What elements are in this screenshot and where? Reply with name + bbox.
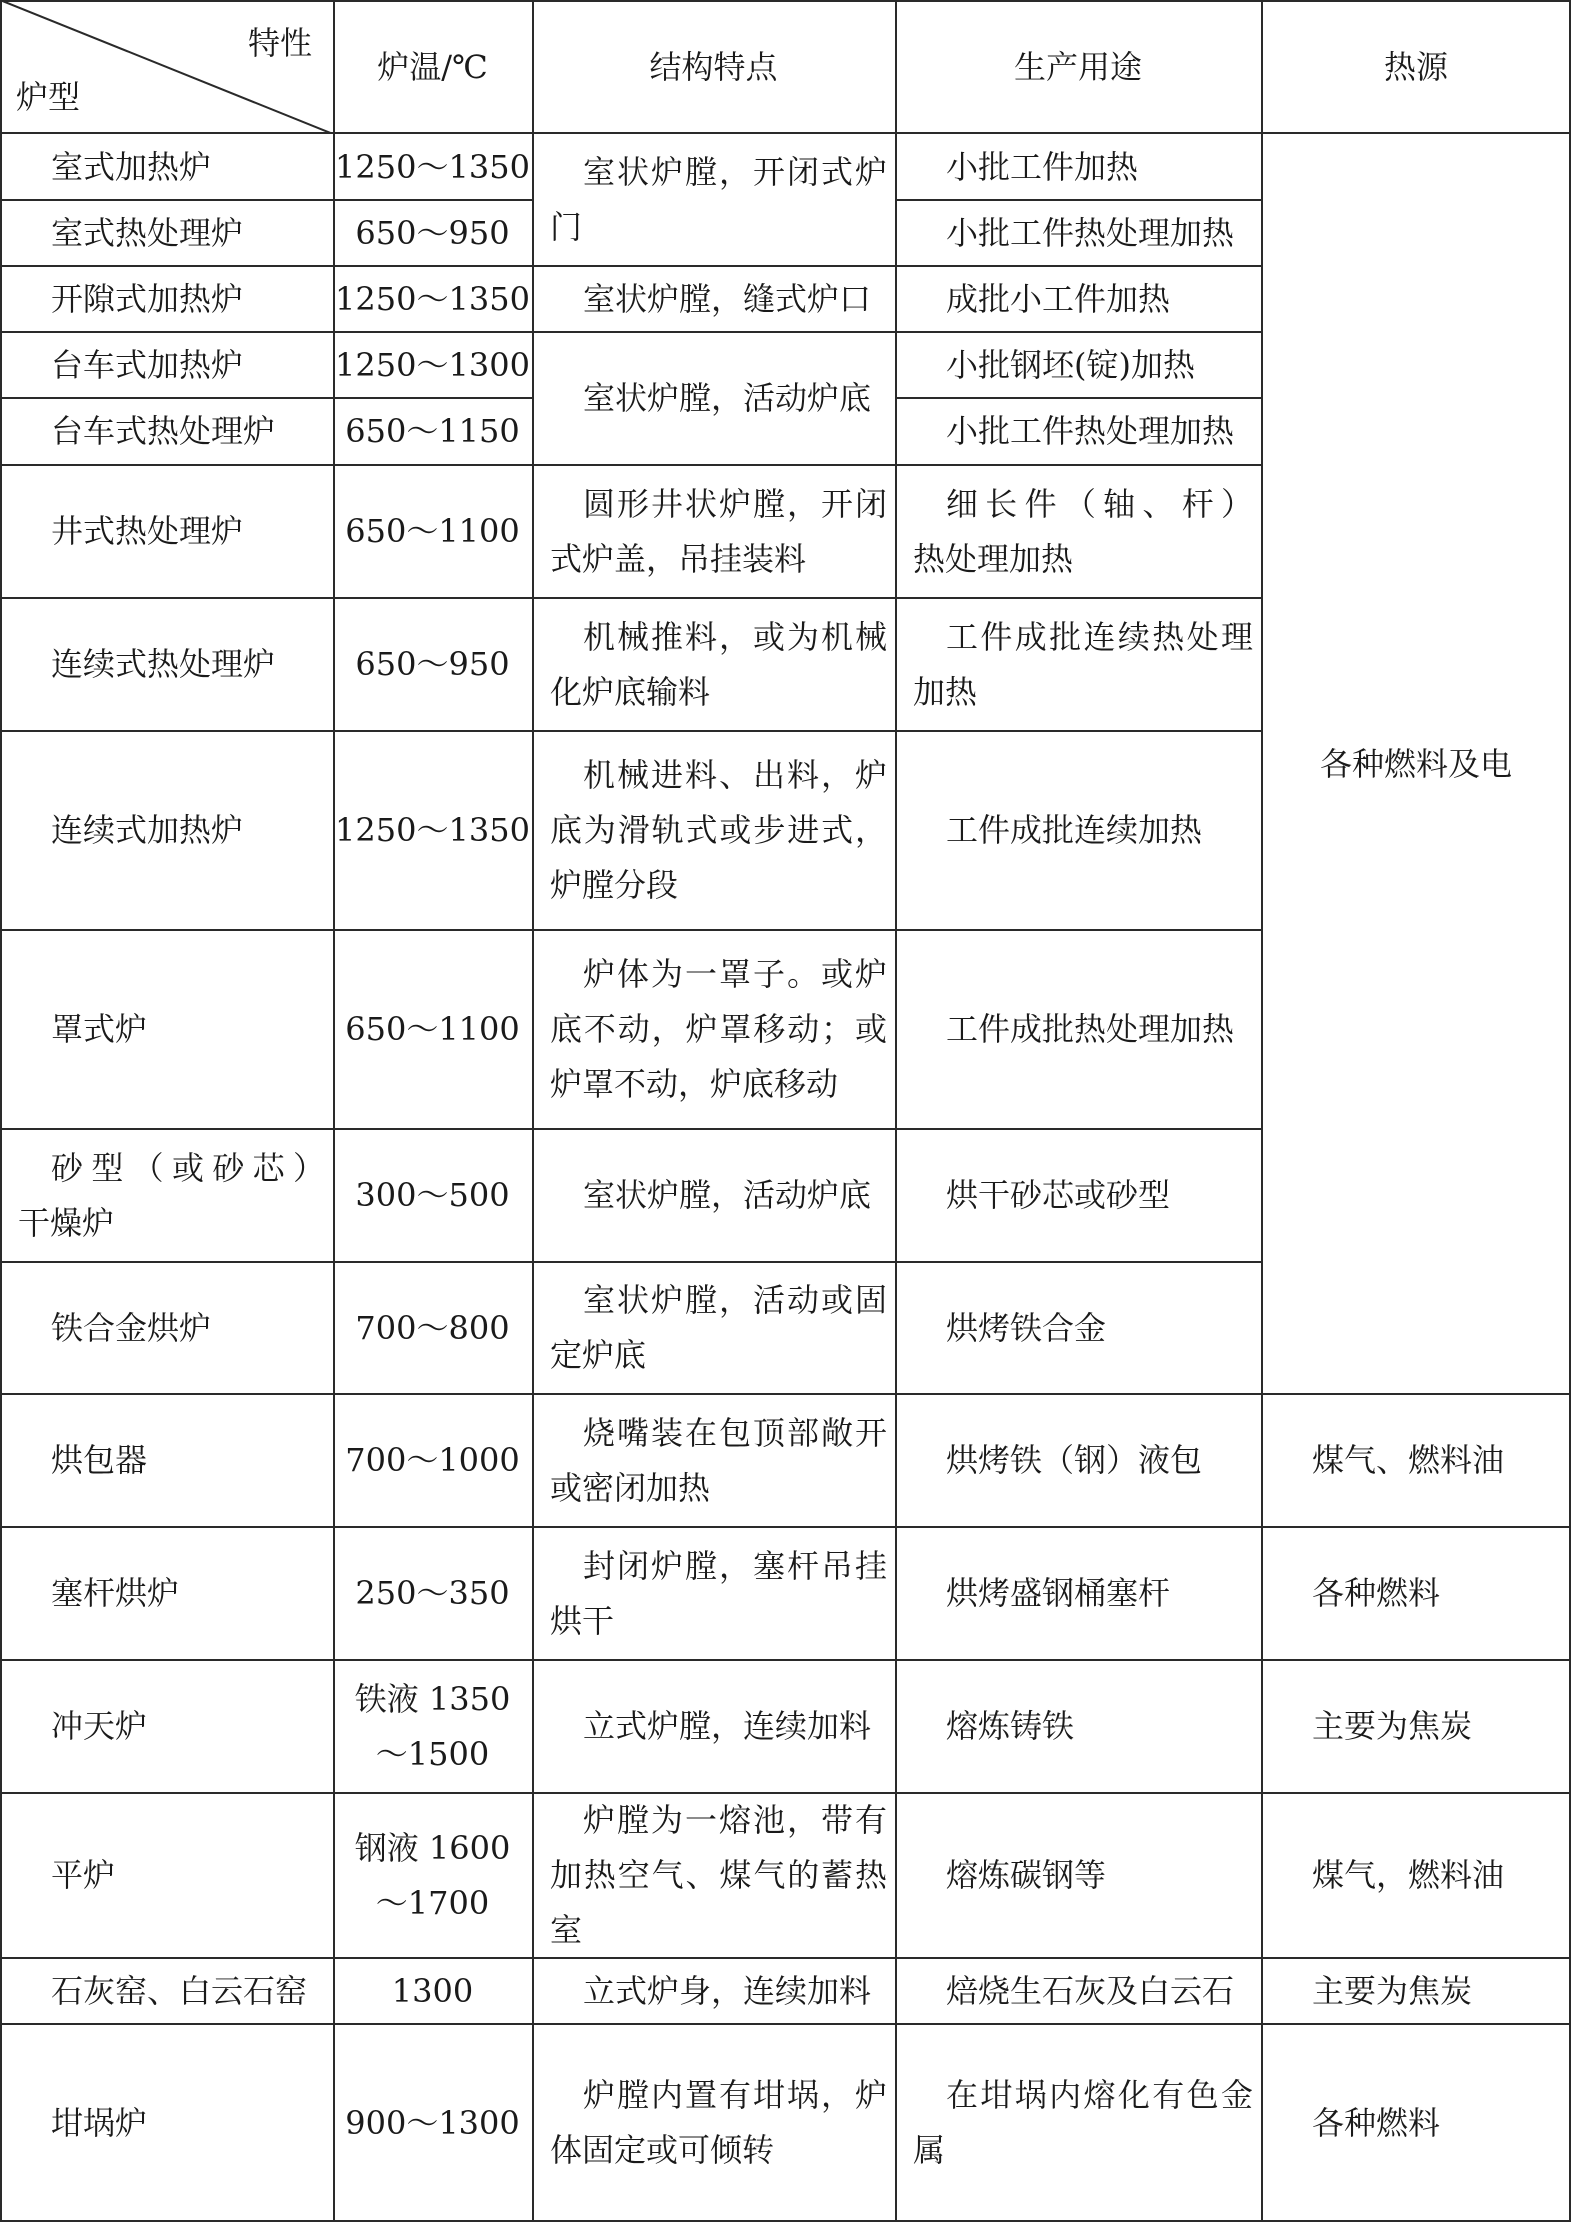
furnace-structure-line-1: 炉膛内置有坩埚，炉: [583, 2076, 887, 2114]
row-border: [895, 730, 1261, 732]
row-border: [895, 199, 1261, 201]
furnace-structure-line-1: 封闭炉膛，塞杆吊挂: [583, 1546, 887, 1585]
furnace-heat: 煤气、燃料油: [1312, 1441, 1505, 1479]
furnace-structure-line-2: 或密闭加热: [550, 1468, 711, 1507]
furnace-type: 台车式加热炉: [51, 345, 244, 384]
row-border: [895, 464, 1261, 466]
row-border: [532, 1261, 895, 1263]
header-heat: 热源: [1383, 47, 1448, 86]
furnace-heat: 各种燃料: [1312, 2103, 1441, 2142]
row-border: [333, 331, 532, 333]
furnace-temp: 1250～1350: [335, 147, 530, 186]
row-border: [0, 331, 333, 333]
row-border: [0, 1792, 333, 1794]
furnace-temp: 650～950: [355, 213, 510, 252]
row-border: [895, 397, 1261, 399]
furnace-usage: 工件成批连续加热: [946, 811, 1203, 849]
column-border-0: [0, 0, 2, 2222]
furnace-type: 烘包器: [51, 1441, 148, 1479]
row-border: [532, 331, 895, 333]
row-border: [895, 1393, 1261, 1395]
furnace-heat: 主要为焦炭: [1312, 1707, 1473, 1745]
furnace-structure-merged-a-line-1: 室状炉膛，开闭式炉: [583, 153, 887, 191]
row-border: [333, 1261, 532, 1263]
furnace-structure-line-2: 化炉底输料: [550, 672, 711, 711]
furnace-type: 井式热处理炉: [51, 512, 244, 550]
row-border: [0, 1128, 333, 1130]
furnace-usage: 熔炼铸铁: [946, 1707, 1075, 1745]
furnace-type: 室式加热炉: [51, 147, 212, 186]
furnace-type: 罩式炉: [51, 1010, 148, 1048]
row-border: [0, 1393, 333, 1395]
furnace-usage-line-2: 属: [913, 2131, 946, 2169]
header-usage: 生产用途: [1013, 47, 1142, 86]
furnace-structure: 立式炉身，连续加料: [583, 1971, 872, 2010]
row-border: [1261, 1659, 1571, 1661]
row-border: [532, 464, 895, 466]
furnace-structure-line-2: 底不动，炉罩移动；或: [550, 1010, 887, 1048]
row-border: [333, 1393, 532, 1395]
furnace-structure-line-1: 机械进料、出料，炉: [583, 756, 887, 794]
furnace-temp: 650～1150: [345, 412, 520, 450]
furnace-heat: 主要为焦炭: [1312, 1971, 1473, 2010]
row-border: [333, 464, 532, 466]
furnace-usage: 成批小工件加热: [946, 279, 1171, 318]
header-corner-bottom-label: 炉型: [16, 78, 81, 116]
furnace-temp-line-1: 铁液 1350: [354, 1679, 511, 1718]
furnace-type: 石灰窑、白云石窑: [51, 1971, 308, 2010]
furnace-structure-line-2: 定炉底: [550, 1336, 647, 1374]
row-border: [532, 1128, 895, 1130]
furnace-heat: 煤气，燃料油: [1312, 1856, 1505, 1894]
row-border: [1261, 1792, 1571, 1794]
furnace-temp: 1250～1350: [335, 811, 530, 849]
row-border: [0, 464, 333, 466]
row-border: [895, 331, 1261, 333]
row-border: [0, 1261, 333, 1263]
row-border: [532, 1393, 895, 1395]
furnace-usage: 工件成批热处理加热: [946, 1010, 1235, 1048]
column-border-2: [532, 0, 534, 2222]
furnace-structure-line-1: 炉体为一罩子。或炉: [583, 955, 887, 993]
furnace-usage: 小批工件加热: [946, 147, 1139, 186]
header-corner-top-label: 特性: [248, 24, 313, 62]
row-border: [333, 397, 532, 399]
furnace-temp: 1250～1350: [335, 279, 530, 318]
furnace-usage: 熔炼碳钢等: [946, 1856, 1107, 1894]
furnace-temp: 650～1100: [345, 512, 520, 550]
row-border: [1261, 1393, 1571, 1395]
furnace-temp: 700～800: [355, 1308, 510, 1347]
furnace-structure-line-1: 机械推料，或为机械: [583, 617, 887, 656]
furnace-usage-line-1: 细长件（轴、杆）: [946, 484, 1253, 523]
furnace-type: 平炉: [51, 1856, 116, 1894]
furnace-structure-merged-b: 室状炉膛，活动炉底: [583, 379, 872, 417]
row-border: [532, 730, 895, 732]
row-border: [333, 730, 532, 732]
furnace-temp: 300～500: [355, 1176, 510, 1214]
furnace-structure-line-2: 式炉盖，吊挂装料: [550, 539, 807, 578]
row-border: [333, 1792, 532, 1794]
row-border: [895, 597, 1261, 599]
furnace-temp: 900～1300: [345, 2103, 520, 2142]
furnace-usage: 烘烤铁（钢）液包: [946, 1441, 1203, 1479]
furnace-structure-line-3: 炉膛分段: [550, 866, 679, 904]
furnace-structure-line-2: 加热空气、煤气的蓄热: [550, 1856, 887, 1894]
furnace-temp-line-2: ～1500: [375, 1734, 490, 1773]
row-border: [333, 929, 532, 931]
row-border: [333, 597, 532, 599]
row-border: [895, 1659, 1261, 1661]
furnace-temp: 1300: [391, 1971, 474, 2010]
furnace-usage: 小批工件热处理加热: [946, 213, 1235, 252]
row-border: [1261, 2023, 1571, 2025]
row-border: [895, 2023, 1261, 2025]
row-border: [333, 1659, 532, 1661]
row-border: [0, 2023, 333, 2025]
furnace-temp-line-2: ～1700: [375, 1883, 490, 1922]
row-border: [0, 199, 333, 201]
furnace-structure-line-1: 炉膛为一熔池，带有: [583, 1801, 887, 1839]
row-border: [532, 1659, 895, 1661]
furnace-temp: 1250～1300: [335, 345, 530, 384]
furnace-structure-line-1: 烧嘴装在包顶部敞开: [583, 1413, 887, 1452]
header-temp: 炉温/℃: [377, 47, 488, 86]
furnace-usage-line-2: 热处理加热: [913, 539, 1074, 578]
furnace-temp: 700～1000: [345, 1441, 520, 1479]
column-border-3: [895, 0, 897, 2222]
furnace-type-line-2: 干燥炉: [18, 1203, 115, 1242]
furnace-structure-line-2: 烘干: [550, 1601, 615, 1640]
row-border: [0, 397, 333, 399]
furnace-structure-line-2: 体固定或可倾转: [550, 2131, 775, 2169]
furnace-temp-line-1: 钢液 1600: [354, 1828, 511, 1867]
furnace-temp: 650～1100: [345, 1010, 520, 1048]
row-border: [0, 597, 333, 599]
row-border: [0, 929, 333, 931]
furnace-temp: 650～950: [355, 645, 510, 683]
row-border: [0, 730, 333, 732]
header-structure: 结构特点: [649, 47, 778, 86]
row-border: [333, 1957, 532, 1959]
furnace-type: 台车式热处理炉: [51, 412, 276, 450]
furnace-type-line-1: 砂型（或砂芯）: [51, 1148, 325, 1187]
furnace-type: 连续式加热炉: [51, 811, 244, 849]
furnace-usage: 烘烤盛钢桶塞杆: [946, 1574, 1171, 1612]
furnace-usage-line-1: 工件成批连续热处理: [946, 617, 1253, 656]
heat-source-merged: 各种燃料及电: [1319, 744, 1512, 783]
row-border: [333, 1128, 532, 1130]
furnace-usage: 小批工件热处理加热: [946, 412, 1235, 450]
row-border: [895, 929, 1261, 931]
furnace-type: 塞杆烘炉: [51, 1574, 180, 1612]
furnace-structure: 立式炉膛，连续加料: [583, 1707, 872, 1745]
row-border: [532, 2023, 895, 2025]
row-border: [0, 1659, 333, 1661]
furnace-type: 开隙式加热炉: [51, 279, 244, 318]
row-border: [895, 1261, 1261, 1263]
furnace-type: 坩埚炉: [51, 2103, 148, 2142]
furnace-structure-line-3: 室: [550, 1911, 583, 1949]
furnace-usage-line-2: 加热: [913, 672, 978, 711]
row-border: [532, 265, 895, 267]
row-border: [1261, 1526, 1571, 1528]
row-border: [333, 2023, 532, 2025]
row-border: [895, 1792, 1261, 1794]
furnace-heat: 各种燃料: [1312, 1574, 1441, 1612]
row-border: [1261, 1957, 1571, 1959]
row-border: [0, 1957, 333, 1959]
furnace-structure-line-3: 炉罩不动，炉底移动: [550, 1065, 839, 1103]
furnace-structure: 室状炉膛，缝式炉口: [583, 279, 872, 318]
furnace-usage: 焙烧生石灰及白云石: [946, 1971, 1235, 2010]
row-border: [895, 1128, 1261, 1130]
row-border: [532, 597, 895, 599]
row-border: [333, 265, 532, 267]
row-border: [895, 1526, 1261, 1528]
furnace-structure-line-1: 室状炉膛，活动或固: [583, 1281, 887, 1319]
furnace-structure: 室状炉膛，活动炉底: [583, 1176, 872, 1214]
row-border: [333, 199, 532, 201]
column-border-4: [1261, 0, 1263, 2222]
row-border: [895, 1957, 1261, 1959]
furnace-temp: 250～350: [355, 1574, 510, 1612]
furnace-type: 室式热处理炉: [51, 213, 244, 252]
row-border: [333, 1526, 532, 1528]
row-border: [0, 1526, 333, 1528]
furnace-structure-merged-a-line-2: 门: [550, 208, 583, 246]
furnace-usage-line-1: 在坩埚内熔化有色金: [946, 2076, 1253, 2114]
furnace-type: 连续式热处理炉: [51, 645, 276, 683]
furnace-type: 铁合金烘炉: [51, 1308, 212, 1347]
furnace-usage: 烘干砂芯或砂型: [946, 1176, 1171, 1214]
row-border: [895, 265, 1261, 267]
furnace-type: 冲天炉: [51, 1707, 148, 1745]
furnace-usage: 烘烤铁合金: [946, 1308, 1107, 1347]
furnace-usage: 小批钢坯(锭)加热: [946, 345, 1195, 384]
furnace-structure-line-2: 底为滑轨式或步进式，: [550, 811, 887, 849]
row-border: [532, 929, 895, 931]
row-border: [532, 1526, 895, 1528]
furnace-structure-line-1: 圆形井状炉膛，开闭: [583, 484, 887, 523]
row-border: [0, 265, 333, 267]
